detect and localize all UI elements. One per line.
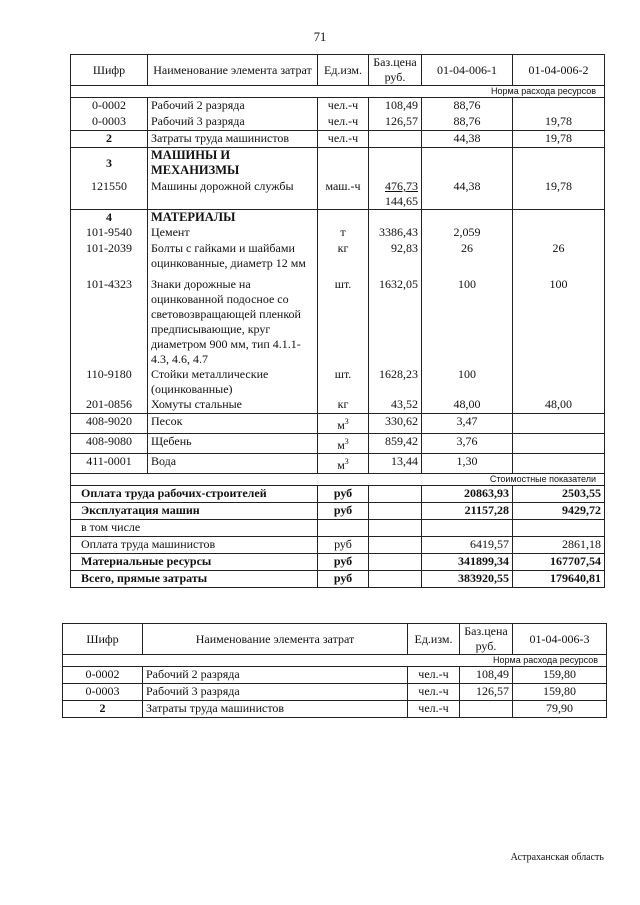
- cell-price: 126,57: [369, 114, 422, 131]
- cost-row: [71, 486, 605, 503]
- cost-note: Стоимостные показатели: [71, 474, 605, 486]
- cell-value-1: 88,76: [422, 114, 513, 131]
- header-unit: Ед.изм.: [318, 55, 369, 86]
- cell-value-2: 26: [513, 241, 605, 271]
- cell-unit: чел.-ч: [318, 114, 369, 131]
- cell-name: Цемент: [148, 225, 318, 241]
- cost-row: [71, 537, 605, 554]
- header-code: Шифр: [63, 624, 143, 655]
- cost-value-1: 21157,28: [422, 503, 513, 520]
- cost-name: в том числе: [71, 520, 318, 537]
- cost-unit: руб: [318, 486, 369, 503]
- cost-value-1: 6419,57: [422, 537, 513, 554]
- cell-unit: чел.-ч: [318, 98, 369, 115]
- cell-code: 408-9020: [71, 414, 148, 434]
- header-col-3: 01-04-006-3: [513, 624, 607, 655]
- cell-unit: $м^3$: [318, 414, 369, 434]
- cell-price: 859,42: [369, 434, 422, 454]
- table-row: [71, 114, 605, 131]
- cost-value-2: 179640,81: [513, 571, 605, 588]
- cell-code: 2: [71, 131, 148, 148]
- cell-name: Стойки металлические (оцинкованные): [148, 367, 318, 397]
- cell-name: Рабочий 2 разряда: [148, 98, 318, 115]
- section-code: 3: [71, 148, 148, 180]
- cell-price: 13,44: [369, 454, 422, 474]
- section-title: МАШИНЫ И МЕХАНИЗМЫ: [148, 148, 318, 180]
- table-row: [63, 684, 607, 701]
- cell-value-2: [513, 98, 605, 115]
- cell-unit: чел.-ч: [408, 701, 460, 718]
- cell-price: 126,57: [460, 684, 513, 701]
- cell-value: 159,80: [513, 684, 607, 701]
- cell-value-1: 3,76: [422, 434, 513, 454]
- cell-price: 1628,23: [369, 367, 422, 397]
- cell-value: 159,80: [513, 667, 607, 684]
- cost-row: [71, 520, 605, 537]
- cell-code: 408-9080: [71, 434, 148, 454]
- cell-unit: маш.-ч: [318, 179, 369, 210]
- cost-name: Эксплуатация машин: [71, 503, 318, 520]
- cell-code: 0-0003: [71, 114, 148, 131]
- cell-price: 43,52: [369, 397, 422, 414]
- cell-name: Рабочий 2 разряда: [143, 667, 408, 684]
- cell-unit: чел.-ч: [408, 684, 460, 701]
- price-numerator: 476,73: [385, 179, 418, 193]
- price-denominator: 144,65: [385, 194, 418, 208]
- cell-name: Затраты труда машинистов: [148, 131, 318, 148]
- cell-name: Щебень: [148, 434, 318, 454]
- table-header-row: [71, 55, 605, 86]
- header-name: Наименование элемента затрат: [148, 55, 318, 86]
- cell-price: 108,49: [460, 667, 513, 684]
- cell-name: Рабочий 3 разряда: [143, 684, 408, 701]
- cell-value-1: 1,30: [422, 454, 513, 474]
- cell-name: Знаки дорожные на оцинкованной подосное со световозвращающей пленкой предписывающие, круг диаметром 900 мм, тип 4.1.1-4.3, 4.6, 4.7: [148, 271, 318, 367]
- cell-code: 2: [63, 701, 143, 718]
- header-col-2: 01-04-006-2: [513, 55, 605, 86]
- table-row: [71, 179, 605, 210]
- cell-unit: шт.: [318, 367, 369, 397]
- cell-value-1: 48,00: [422, 397, 513, 414]
- cost-unit: руб: [318, 554, 369, 571]
- cell-value-2: [513, 414, 605, 434]
- table-row: [71, 271, 605, 367]
- cell-name: Затраты труда машинистов: [143, 701, 408, 718]
- cell-value-1: 44,38: [422, 179, 513, 210]
- cost-name: Оплата труда рабочих-строителей: [71, 486, 318, 503]
- cost-name: Оплата труда машинистов: [71, 537, 318, 554]
- cell-price: 108,49: [369, 98, 422, 115]
- cell-code: 101-4323: [71, 271, 148, 367]
- cost-value-2: 2861,18: [513, 537, 605, 554]
- cell-value-2: 19,78: [513, 179, 605, 210]
- cell-code: 411-0001: [71, 454, 148, 474]
- header-col-1: 01-04-006-1: [422, 55, 513, 86]
- table-row: [71, 367, 605, 397]
- cell-value-2: 19,78: [513, 114, 605, 131]
- cost-unit: руб: [318, 571, 369, 588]
- cell-code: 0-0002: [71, 98, 148, 115]
- table-row: [71, 434, 605, 454]
- cell-code: 101-2039: [71, 241, 148, 271]
- section-title: МАТЕРИАЛЫ: [148, 210, 318, 226]
- header-unit: Ед.изм.: [408, 624, 460, 655]
- table-row: [71, 131, 605, 148]
- cost-unit: руб: [318, 537, 369, 554]
- cost-unit: руб: [318, 503, 369, 520]
- footer-region: Астраханская область: [510, 852, 604, 863]
- cell-name: Хомуты стальные: [148, 397, 318, 414]
- page-number: 71: [313, 30, 327, 44]
- norm-note: Норма расхода ресурсов: [71, 86, 605, 98]
- cost-value-2: 2503,55: [513, 486, 605, 503]
- cell-code: 0-0002: [63, 667, 143, 684]
- table-row: [63, 701, 607, 718]
- cell-value-1: 88,76: [422, 98, 513, 115]
- table-row: [71, 454, 605, 474]
- cell-price: 330,62: [369, 414, 422, 434]
- header-name: Наименование элемента затрат: [143, 624, 408, 655]
- cell-unit: шт.: [318, 271, 369, 367]
- cell-value-2: [513, 225, 605, 241]
- cell-code: 121550: [71, 179, 148, 210]
- table-row: [71, 98, 605, 115]
- cell-price: [369, 179, 422, 210]
- cost-name: Материальные ресурсы: [71, 554, 318, 571]
- table-row: [71, 225, 605, 241]
- cost-name: Всего, прямые затраты: [71, 571, 318, 588]
- cell-code: 110-9180: [71, 367, 148, 397]
- cost-row: [71, 571, 605, 588]
- cost-value-2: 167707,54: [513, 554, 605, 571]
- cell-name: Песок: [148, 414, 318, 434]
- cell-name: Рабочий 3 разряда: [148, 114, 318, 131]
- resource-table-2: [62, 623, 607, 718]
- cell-unit: чел.-ч: [408, 667, 460, 684]
- header-price: Баз.цена руб.: [460, 624, 513, 655]
- table-row: [71, 241, 605, 271]
- cost-row: [71, 503, 605, 520]
- cell-value-1: 3,47: [422, 414, 513, 434]
- cell-unit: $м^3$: [318, 434, 369, 454]
- cell-value-2: 48,00: [513, 397, 605, 414]
- cell-name: Вода: [148, 454, 318, 474]
- table-row: [71, 414, 605, 434]
- table-row: [63, 667, 607, 684]
- section-row: [71, 210, 605, 226]
- header-code: Шифр: [71, 55, 148, 86]
- cost-row: [71, 554, 605, 571]
- cost-value-1: 383920,55: [422, 571, 513, 588]
- cell-unit: $м^3$: [318, 454, 369, 474]
- cost-value-1: 20863,93: [422, 486, 513, 503]
- cost-value-2: 9429,72: [513, 503, 605, 520]
- cell-price: 92,83: [369, 241, 422, 271]
- section-code: 4: [71, 210, 148, 226]
- cell-name: Машины дорожной службы: [148, 179, 318, 210]
- table-row: [71, 397, 605, 414]
- cell-code: 0-0003: [63, 684, 143, 701]
- cell-value-2: 100: [513, 271, 605, 367]
- cost-value-1: 341899,34: [422, 554, 513, 571]
- cell-price: [369, 131, 422, 148]
- cell-price: [460, 701, 513, 718]
- cell-unit: кг: [318, 397, 369, 414]
- cell-value-1: 100: [422, 367, 513, 397]
- cell-value-1: 26: [422, 241, 513, 271]
- cell-value-1: 44,38: [422, 131, 513, 148]
- cell-price: 1632,05: [369, 271, 422, 367]
- section-row: [71, 148, 605, 180]
- cell-value-2: [513, 454, 605, 474]
- table-header-row: [63, 624, 607, 655]
- cell-name: Болты с гайками и шайбами оцинкованные, диаметр 12 мм: [148, 241, 318, 271]
- cell-value: 79,90: [513, 701, 607, 718]
- cell-unit: чел.-ч: [318, 131, 369, 148]
- cell-value-1: 100: [422, 271, 513, 367]
- cell-price: 3386,43: [369, 225, 422, 241]
- cell-code: 201-0856: [71, 397, 148, 414]
- cell-value-2: [513, 434, 605, 454]
- resource-table-1: [70, 54, 605, 588]
- norm-note: Норма расхода ресурсов: [63, 655, 607, 667]
- cell-unit: т: [318, 225, 369, 241]
- cell-unit: кг: [318, 241, 369, 271]
- header-price: Баз.цена руб.: [369, 55, 422, 86]
- cell-value-2: 19,78: [513, 131, 605, 148]
- cell-code: 101-9540: [71, 225, 148, 241]
- cell-value-2: [513, 367, 605, 397]
- cell-value-1: 2,059: [422, 225, 513, 241]
